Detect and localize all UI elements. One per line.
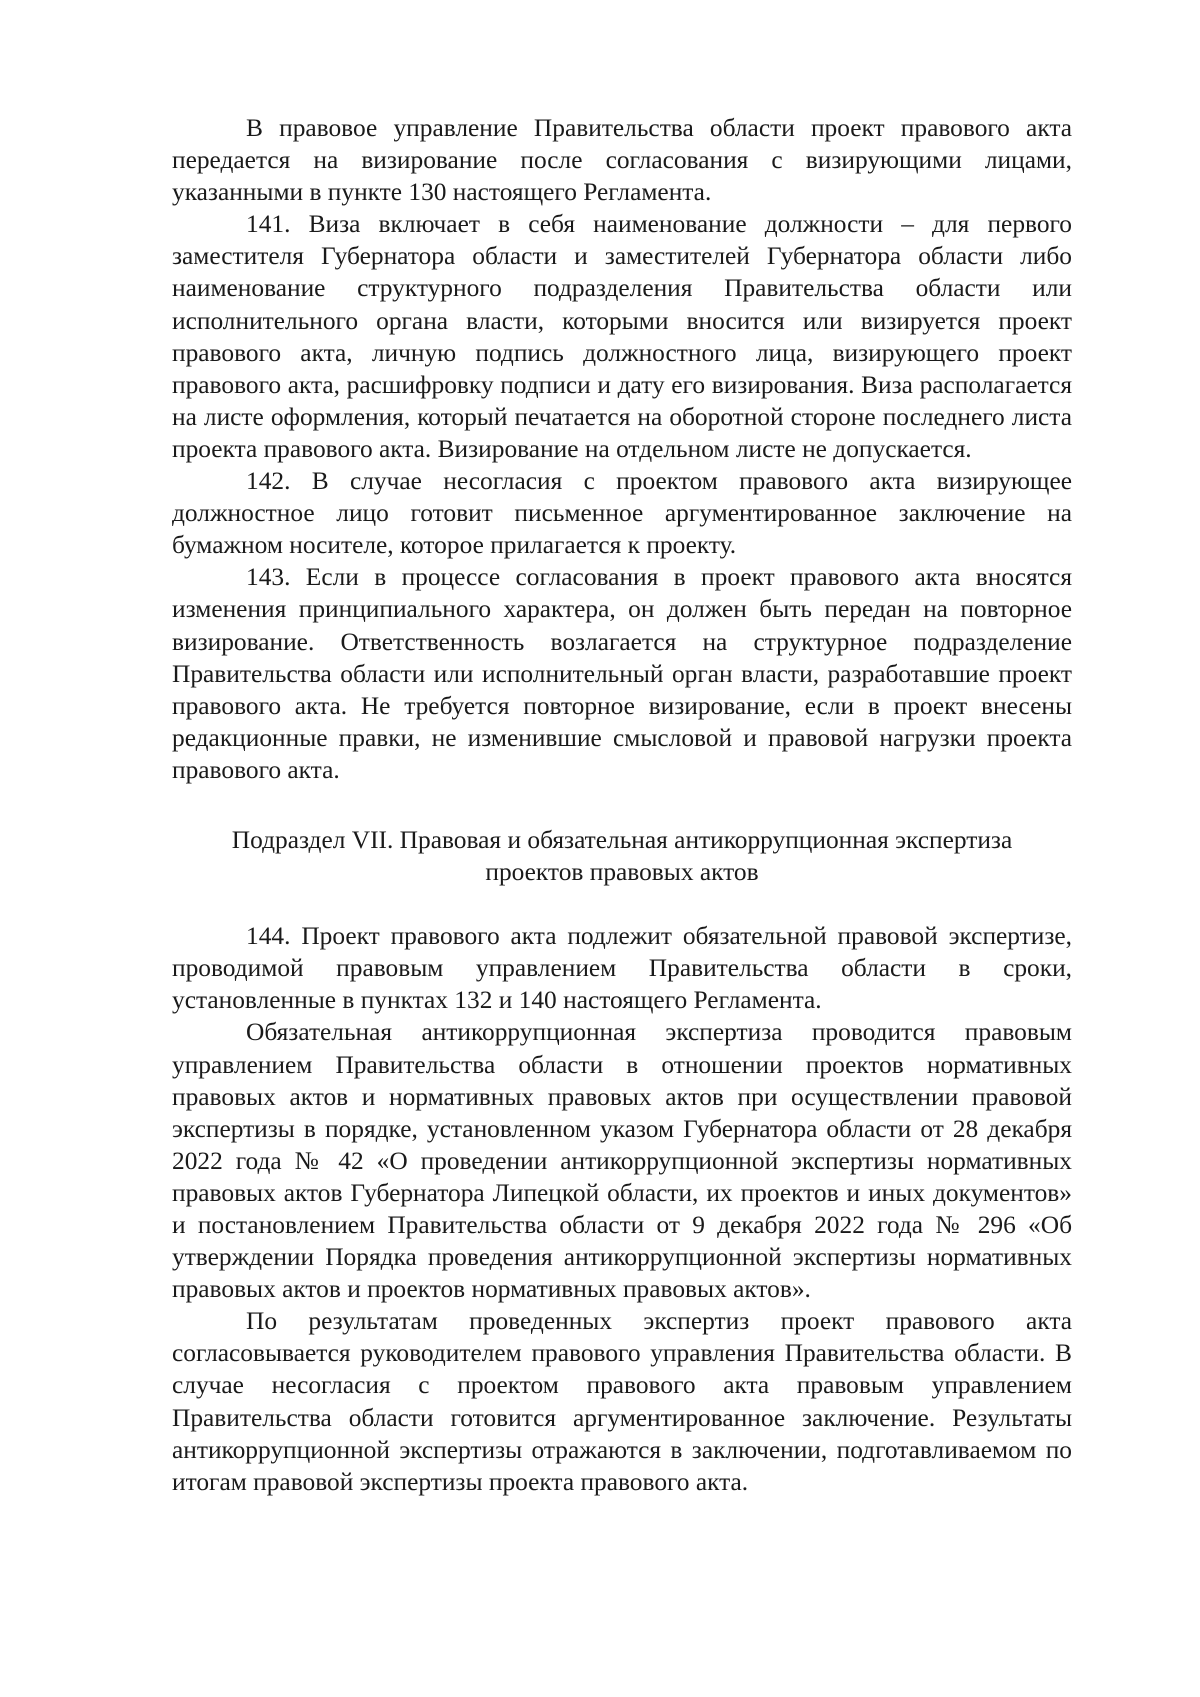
paragraph-expertise-results: По результатам проведенных экспертиз проект правового акта согласовывается руководителем правового управления Правительства области. В случае несогласия с проектом правового акта правовым управлением Правительства области готовится аргументированное заключение. Результаты антикоррупционной экспертизы отражаются в заключении, подготавливаемом по итогам правовой экспертизы проекта правового акта.: [172, 1307, 1072, 1496]
paragraph-anticorruption-expertise: Обязательная антикоррупционная экспертиза проводится правовым управлением Правительства области в отношении проектов нормативных правовых актов и нормативных правовых актов при осуществлении правовой экспертизы в порядке, установленном указом Губернатора области от 28 декабря 2022 года № 42 «О проведении антикоррупционной экспертизы нормативных правовых актов Губернатора Липецкой области, их проектов и иных документов» и постановлением Правительства области от 9 декабря 2022 года № 296 «Об утверждении Порядка проведения антикоррупционной экспертизы нормативных правовых актов и проектов нормативных правовых актов».: [172, 1018, 1072, 1304]
paragraph-144: 144. Проект правового акта подлежит обязательной правовой экспертизе, проводимой правовым управлением Правительства области в сроки, установленные в пунктах 132 и 140 настоящего Регламента.: [172, 922, 1072, 1015]
paragraph-visa-transfer: В правовое управление Правительства области проект правового акта передается на визирование после согласования с визирующими лицами, указанными в пункте 130 настоящего Регламента.: [172, 114, 1072, 207]
spacer: [172, 786, 1072, 824]
document-page: [172, 112, 1072, 1498]
paragraph-143: 143. Если в процессе согласования в проект правового акта вносятся изменения принципиального характера, он должен быть передан на повторное визирование. Ответственность возлагается на структурное подразделение Правительства области или исполнительный орган власти, разработавшие проект правового акта. Не требуется повторное визирование, если в проект внесены редакционные правки, не изменившие смысловой и правовой нагрузки проекта правового акта.: [172, 563, 1072, 784]
section-title-line-1: Подраздел VII. Правовая и обязательная антикоррупционная экспертиза: [231, 825, 1013, 854]
paragraph-142: 142. В случае несогласия с проектом правового акта визирующее должностное лицо готовит письменное аргументированное заключение на бумажном носителе, которое прилагается к проекту.: [172, 467, 1072, 560]
paragraph-141: 141. Виза включает в себя наименование должности – для первого заместителя Губернатора области и заместителей Губернатора области либо наименование структурного подразделения Правительства области или исполнительного органа власти, которыми вносится или визируется проект правового акта, личную подпись должностного лица, визирующего проект правового акта, расшифровку подписи и дату его визирования. Виза располагается на листе оформления, который печатается на оборотной стороне последнего листа проекта правового акта. Визирование на отдельном листе не допускается.: [172, 210, 1072, 463]
spacer: [172, 888, 1072, 920]
section-heading: [172, 824, 1072, 888]
section-title-line-2: проектов правовых актов: [485, 858, 759, 887]
